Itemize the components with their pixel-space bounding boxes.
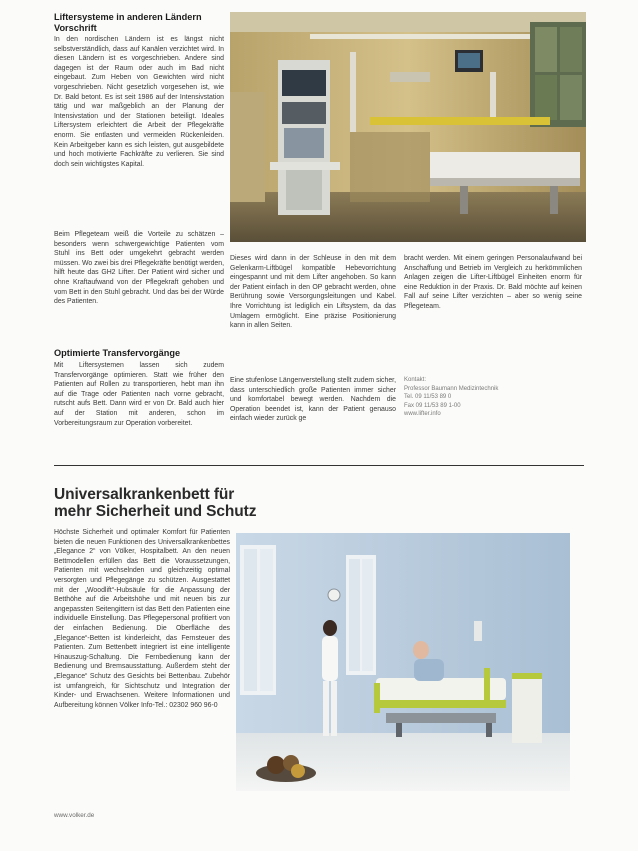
hospital-bed-illustration [236,533,570,791]
section-divider [54,465,584,466]
article1-heading: Liftersysteme in anderen Ländern Vorschrift [54,12,202,33]
article2-title-line-2: mehr Sicherheit und Schutz [54,503,257,520]
contact-phone: Tel. 09 11/53 89 0 [404,394,452,401]
contact-company: Professor Baumann Medizintechnik [404,385,499,392]
article2-title-line-1: Universalkrankenbett für [54,486,235,503]
article1-subheading: Optimierte Transfervorgänge [54,348,181,358]
article2-body: Höchste Sicherheit und optimaler Komfort für Patienten bieten die neuen Funktionen des Universalkrankenbettes „Elegance 2“ von Völker, Hospitalbett. An den neuen Bettmodellen erfüllen das Bett die Voraussetzungen, Patienten mit wechselnden und gleichzeitig optimal versorgten und Pflegegänge zu schützen. Ausgestattet mit der „Woodlift“-Hubsäule für die Anpassung der Betthöhe auf die Arbeitshöhe und mit neuen bis zur angepassten Seitengittern ist das Bett den Patienten eine individuelle Einstellung. Das Pflegepersonal profitiert von der einfachen Bedienung. Die Oberfläche des „Elegance“-Betten ist kinderleicht, das Fernsteuer des Patienten. Zum Bettenbett integriert ist eine intelligente Hinauszug-Schaltung. Die Fernbedienung kann der Bedienung und Bremsausstattung. Außerdem steht der „Elegance“ Schutz des Gesichts bei Bettenbau. Zubehör ist umfangreich, für Sichtschutz und Integration der Kinder- und Erwachsenen. Weitere Informationen und Aufbereitung können Völker Info-Tel.: 02302 960 96-0 [54,529,230,709]
contact-website[interactable]: www.lifter.info [404,411,441,418]
article1-paragraph-3: Mit Liftersystemen lassen sich zudem Transfervorgänge optimieren. Statt wie früher den Patienten auf Rollen zu transportieren, hebt man ihn auf die Trage oder Patienten nach vorne gebracht, rutscht aufs Bett. Dann wird er von Dr. Bald auch hier auf der Station mit anderen, schon im Vorbereitungsraum zur Operation vorbereitet. [54,362,224,427]
icu-room-photo [230,12,586,242]
article1-paragraph-5: Eine stufenlose Längenverstellung stellt zudem sicher, dass unterschiedlich große Patienten immer sicher und komfortabel bewegt werden. Nachdem die Operation beendet ist, kann der Patient genauso einfach wieder zurück ge [230,377,396,423]
article1-paragraph-1: In den nordischen Ländern ist es längst nicht selbstverständlich, dass auf Kanälen verzichtet wird. In diesen Ländern ist es vorgeschrieben. Andere sind dagegen ist der Raum oder auch im Bad nicht eingebaut. Zum Heben von Gewichten wird nicht vorgeschrieben. Nicht gesetzlich vorgesehen ist, wie Dr. Bald betont. Es ist seit 1986 auf der Intensivstation tätig und war maßgeblich an der Planung der Intensivstation und der Stationen beteiligt. Ideales Liftersystem erleichtert die Arbeit der Pflegekräfte enorm. Sie entlasten und vermeiden Rückenleiden. Kein Arbeitgeber kann es sich leisten, gut ausgebildete und hoch motivierte Fachkräfte zu verlieren. Sie sind doch sein wichtigstes Kapital. [54,36,224,168]
contact-fax: Fax 09 11/53 89 1-00 [404,402,461,409]
article1-paragraph-6: bracht werden. Mit einem geringen Personalaufwand bei Anschaffung und Betrieb im Vergleich zu herkömmlichen Anlagen zeigen die Lifter-Liftbügel Einheiten enorm für eine Reduktion in der Praxis. Dr. Bald möchte auf keinen Fall auf seine Lifter verzichten – aber so wenig seine Pflegeteam. [404,255,582,310]
article2-title [54,486,354,520]
hospital-bed-photo [236,533,570,791]
contact-box [404,376,582,419]
article1-paragraph-2: Beim Pflegeteam weiß die Vorteile zu schätzen – besonders wenn schwergewichtige Patienten vom Stuhl ins Bett oder umgekehrt gebracht werden müssen. Wo zwei bis drei Pflegekräfte benötigt werden, hilft heute das GH2 Lifter. Der Patient wird sicher und ohne Kraftaufwand von der Pflegekraft gehoben und vom Bett in den Stuhl gebracht. Und das bei der Würde des Patienten. [54,231,224,306]
footer-website[interactable]: www.volker.de [54,812,95,819]
article1-paragraph-4: Dieses wird dann in der Schleuse in den mit dem Gelenkarm-Liftbügel kompatible Hebevorrichtung eingespannt und mit dem Lifter angehoben. So kann der Patient einfach in den OP gebracht werden, ohne Berührung sowie Versorgungsleitungen und Kabel. Ihre Vorrichtung ist lediglich ein Liftsystem, da das Umlagern ermöglicht. Eine präzise Positionierung kann in allen Seiten. [230,255,396,330]
contact-label: Kontakt: [404,377,427,383]
icu-room-illustration [230,12,586,242]
